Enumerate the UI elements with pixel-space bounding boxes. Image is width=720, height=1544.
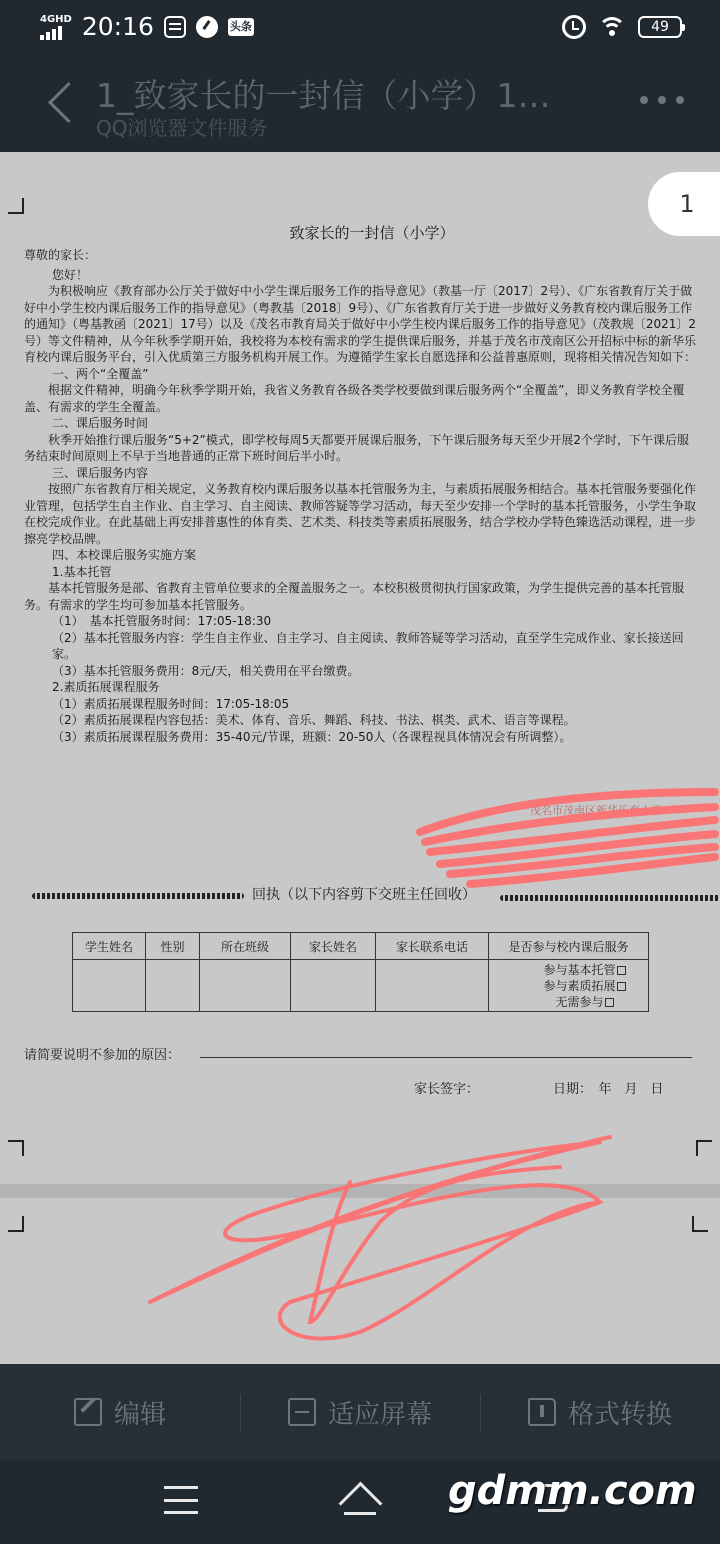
more-options-icon[interactable] [640, 96, 684, 104]
section-2-body: 秋季开始推行课后服务“5+2”模式，即学校每周5天都要开展课后服务，下午课后服务每天至少开展2个学时，下午课后服务结束时间原则上不早于当地普通的正常下班时间后半小时。 [24, 432, 690, 463]
subsection-2-title: 2.素质拓展课程服务 [52, 680, 160, 694]
edit-icon [74, 1398, 102, 1426]
navigation-bar [0, 1460, 720, 1544]
page-separator [0, 1184, 720, 1198]
table-row [73, 960, 649, 1012]
school-stamp: 茂名市茂南区新华乐育小学 [530, 804, 662, 817]
section-3-body: 按照广东省教育厅相关规定，义务教育校内课后服务以基本托管服务为主，与素质拓展服务相结合。基本托管服务要强化作业管理，包括学生自主作业、自主学习、自主阅读、教师答疑等学习活动，每天至少安排一个学时的基本托管服务，小学生争取在校完成作业。在此基础上再安排普惠性的体育类、艺术类、科技类等素质拓展服务，结合学校办学特色臻选活动课程，进一步擦亮学校品牌。 [24, 482, 697, 546]
receipt-table [72, 932, 649, 1012]
list-item: （2）素质拓展课程内容包括：美术、体育、音乐、舞蹈、科技、书法、棋类、武术、语言等课程。 [52, 713, 576, 727]
menu-icon[interactable] [164, 1486, 198, 1514]
signature-label: 家长签字： [414, 1082, 480, 1097]
list-item: （3）基本托管服务费用：8元/天，相关费用在平台缴费。 [52, 663, 360, 678]
checkbox-icon [605, 998, 614, 1007]
document-viewer[interactable] [0, 152, 720, 1364]
list-item: （2）基本托管服务内容：学生自主作业、自主学习、自主阅读、教师答疑等学习活动，直至学生完成作业、家长接送回家。 [52, 630, 684, 661]
greeting: 尊敬的家长： [24, 248, 97, 262]
stamp-area [0, 792, 720, 852]
section-4-title: 四、本校课后服务实施方案 [52, 548, 197, 562]
table-header-row [73, 933, 649, 960]
format-convert-label: 格式转换 [567, 1399, 672, 1430]
fit-screen-icon [288, 1398, 316, 1426]
section-1-body: 根据文件精神，明确今年秋季学期开始，我省义务教育各级各类学校要做到课后服务两个“全覆盖”，即义务教育学校全覆盖、有需求的学生全覆盖。 [24, 383, 685, 414]
home-icon[interactable] [336, 1484, 384, 1520]
crop-mark [8, 1140, 24, 1156]
crop-mark [8, 1216, 24, 1232]
table-header: 所在班级 [200, 933, 291, 960]
reason-label: 请简要说明不参加的原因： [24, 1048, 181, 1063]
option-item: 参与基本托管 [521, 962, 648, 978]
document-title: 1_致家长的一封信（小学）1… [96, 76, 551, 115]
clock: 20:16 [81, 12, 154, 41]
bottom-toolbar [0, 1364, 720, 1460]
table-cell [73, 960, 146, 1012]
subsection-1-body: 基本托管服务是部、省教育主管单位要求的全覆盖服务之一。本校积极贯彻执行国家政策，为学生提供完善的基本托管服务。有需求的学生均可参加基本托管服务。 [24, 581, 685, 612]
table-header: 性别 [146, 933, 200, 960]
option-item: 参与素质拓展 [521, 978, 648, 994]
signal-icon [40, 15, 72, 40]
folder-icon [528, 1398, 556, 1426]
section-1-title: 一、两个“全覆盖” [52, 366, 149, 381]
watermark: gdmm.com [448, 1468, 697, 1514]
list-item: （1）素质拓展课程服务时间：17:05-18:05 [52, 696, 290, 711]
table-cell [376, 960, 489, 1012]
participation-options [489, 960, 649, 1012]
section-3-title: 三、课后服务内容 [52, 465, 149, 480]
alarm-icon [562, 15, 586, 39]
table-header: 是否参与校内课后服务 [489, 933, 649, 960]
fit-screen-label: 适应屏幕 [327, 1399, 432, 1430]
section-2-title: 二、课后服务时间 [52, 416, 149, 430]
battery-icon: 49 [638, 16, 682, 38]
message-icon [164, 16, 186, 38]
status-bar [0, 0, 720, 56]
intro-paragraph: 为积极响应《教育部办公厅关于做好中小学生课后服务工作的指导意见》（教基一厅〔2017〕2号）、《广东省教育厅关于做好中小学生校内课后服务工作的指导意见》（粤教基〔2018〕9号）、《广东省教育厅关于进一步做好义务教育校内课后服务工作的通知》（粤基教函〔2021〕17号）以及《茂名市教育局关于做好中小学生校内课后服务工作的指导意见》（茂教规〔2021〕2号）等文件精神，从今年秋季学期开始，我校将为本校有需求的学生提供课后服务，并基于茂名市茂南区公开招标中标的新华乐育校内课后服务平台，引入优质第三方服务机构开展工作。为遵循学生家长自愿选择和公益普惠原则，现将相关情况告知如下： [24, 284, 697, 364]
date-label: 日期： 年 月 日 [553, 1082, 664, 1097]
network-type: 4GHD [40, 13, 72, 25]
letter-title: 致家长的一封信（小学） [289, 224, 455, 242]
crop-mark [8, 198, 24, 214]
crop-mark [692, 1216, 708, 1232]
page-number-badge: 1 [648, 172, 720, 236]
fit-screen-button[interactable] [240, 1364, 480, 1460]
table-cell [200, 960, 291, 1012]
checkbox-icon [617, 966, 626, 975]
table-header: 家长姓名 [291, 933, 376, 960]
crop-mark [696, 1140, 712, 1156]
edit-label: 编辑 [113, 1399, 166, 1430]
document-subtitle: QQ浏览器文件服务 [96, 116, 268, 140]
table-cell [291, 960, 376, 1012]
subsection-1-title: 1.基本托管 [52, 564, 112, 579]
hello-text: 您好！ [52, 267, 89, 282]
toutiao-icon: 头条 [228, 18, 254, 36]
list-item: （1） 基本托管服务时间：17:05-18:30 [52, 614, 272, 628]
checkbox-icon [617, 982, 626, 991]
list-item: （3）素质拓展课程服务费用：35-40元/节课，班额：20-50人（各课程视具体情况会有所调整）。 [52, 729, 572, 744]
table-header: 家长联系电话 [376, 933, 489, 960]
table-cell [146, 960, 200, 1012]
edit-button[interactable] [0, 1364, 240, 1460]
reason-line [200, 1057, 692, 1058]
receipt-label: 回执（以下内容剪下交班主任回收） [252, 887, 476, 903]
title-bar [0, 56, 720, 152]
receipt-divider [32, 884, 720, 908]
option-item: 无需参与 [521, 994, 648, 1010]
letter-content [24, 222, 696, 745]
speed-icon [196, 16, 218, 38]
format-convert-button[interactable] [480, 1364, 720, 1460]
back-button[interactable] [40, 78, 80, 128]
wifi-icon [598, 16, 626, 38]
table-header: 学生姓名 [73, 933, 146, 960]
